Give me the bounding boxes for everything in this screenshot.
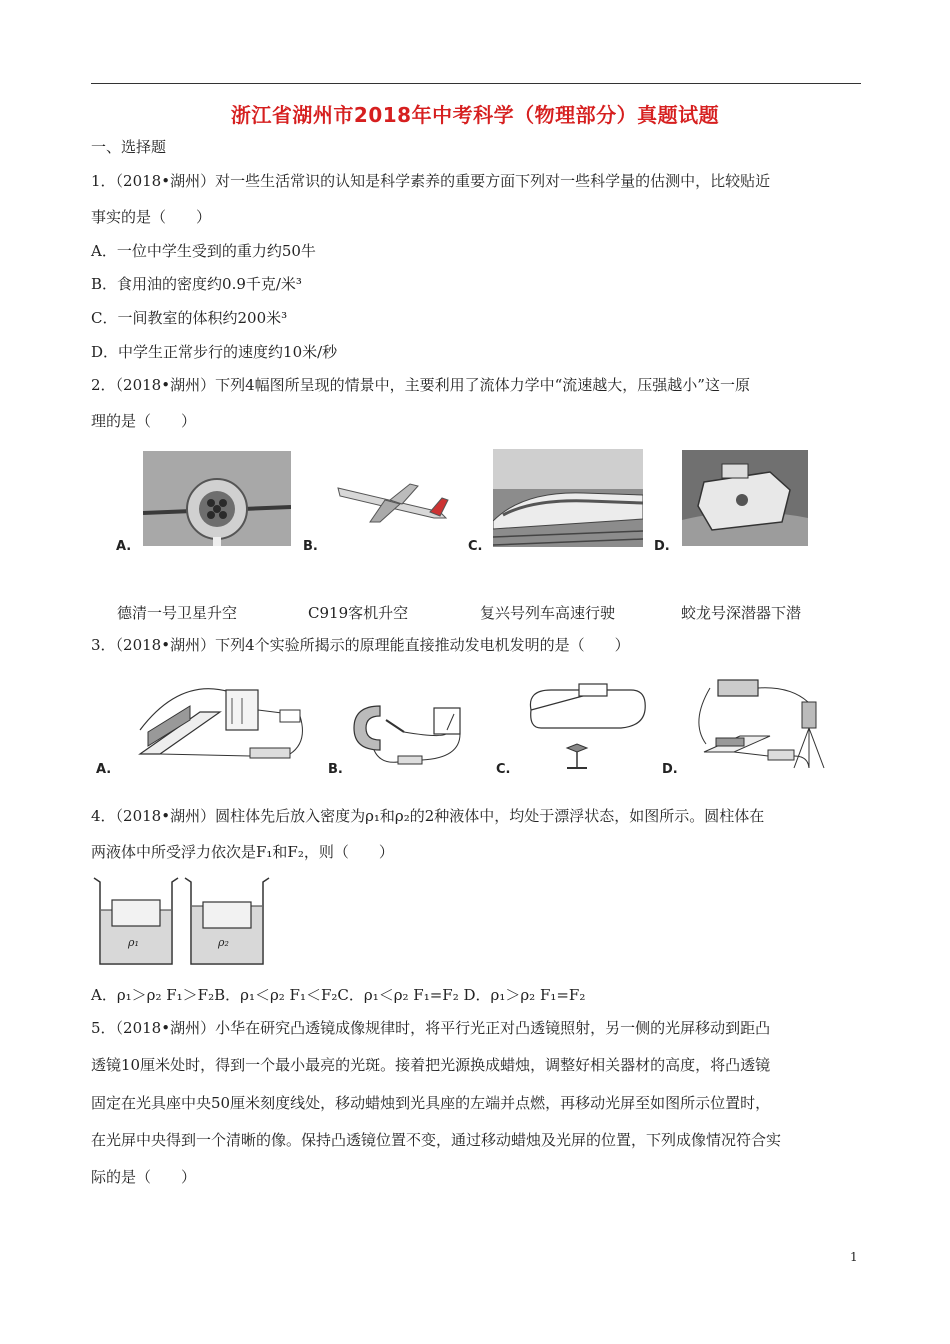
experiment-d-diagram: [690, 672, 840, 772]
experiment-b-diagram: [350, 698, 470, 768]
q5-line-4: 在光屏中央得到一个清晰的像。保持凸透镜位置不变，通过移动蜡烛及光屏的位置，下列成像情况符合实: [91, 1131, 782, 1149]
q3-letter-a: A.: [96, 762, 112, 777]
q2-letter-b: B.: [303, 539, 318, 554]
q4-line-1: 4．（2018•湖州）圆柱体先后放入密度为ρ₁和ρ₂的2种液体中，均处于漂浮状态，如图所示。圆柱体在: [91, 807, 765, 825]
beaker-1-label: ρ₁: [128, 936, 139, 949]
airplane-photo: [330, 470, 455, 530]
q5-line-2: 透镜10厘米处时，得到一个最小最亮的光斑。接着把光源换成蜡烛，调整好相关器材的高度，将凸透镜: [91, 1056, 771, 1074]
q3-letter-c: C.: [496, 762, 511, 777]
q1-option-a: A．一位中学生受到的重力约50牛: [91, 242, 316, 260]
q2-letter-d: D.: [654, 539, 670, 554]
experiment-c-diagram: [521, 680, 651, 770]
q2-letter-a: A.: [116, 539, 132, 554]
q1-line-1: 1．（2018•湖州）对一些生活常识的认知是科学素养的重要方面下列对一些科学量的估测中，比较贴近: [91, 172, 771, 190]
header-rule: [91, 83, 861, 84]
page-title: 浙江省湖州市2018年中考科学（物理部分）真题试题: [230, 103, 720, 127]
q2-caption-c: 复兴号列车高速行驶: [480, 604, 616, 622]
q4-line-2: 两液体中所受浮力依次是F₁和F₂，则（ ）: [91, 843, 394, 861]
q5-line-3: 固定在光具座中央50厘米刻度线处，移动蜡烛到光具座的左端并点燃，再移动光屏至如图所示位置时，: [91, 1094, 771, 1112]
q2-line-1: 2．（2018•湖州）下列4幅图所呈现的情景中，主要利用了流体力学中“流速越大，压强越小”这一原: [91, 376, 750, 394]
q3-letter-d: D.: [662, 762, 678, 777]
submersible-photo: [682, 450, 808, 546]
q1-line-2: 事实的是（ ）: [91, 208, 212, 226]
q2-caption-d: 蛟龙号深潜器下潜: [681, 604, 802, 622]
q1-option-b: B．食用油的密度约0.9千克/米³: [91, 275, 302, 293]
q1-option-d: D．中学生正常步行的速度约10米/秒: [91, 343, 338, 361]
q2-caption-b: C919客机升空: [308, 604, 409, 622]
beaker-1-diagram: [92, 876, 182, 968]
q4-options: A．ρ₁＞ρ₂ F₁＞F₂B．ρ₁＜ρ₂ F₁＜F₂C．ρ₁＜ρ₂ F₁=F₂ D．ρ₁＞ρ₂ F₁=F₂: [91, 986, 586, 1004]
q5-line-1: 5．（2018•湖州）小华在研究凸透镜成像规律时，将平行光正对凸透镜照射，另一侧的光屏移动到距凸: [91, 1019, 771, 1037]
q2-line-2: 理的是（ ）: [91, 412, 197, 430]
experiment-a-diagram: [120, 672, 310, 772]
satellite-photo: [143, 451, 291, 546]
page-number: 1: [850, 1250, 858, 1264]
q5-line-5: 际的是（ ）: [91, 1168, 197, 1186]
q3-letter-b: B.: [328, 762, 343, 777]
train-photo: [493, 449, 643, 547]
q2-letter-c: C.: [468, 539, 483, 554]
beaker-2-diagram: [183, 876, 273, 968]
beaker-2-label: ρ₂: [218, 936, 229, 949]
q2-caption-a: 德清一号卫星升空: [117, 604, 238, 622]
q1-option-c: C．一间教室的体积约200米³: [91, 309, 288, 327]
section-label: 一、选择题: [91, 138, 167, 156]
q3-line-1: 3．（2018•湖州）下列4个实验所揭示的原理能直接推动发电机发明的是（ ）: [91, 636, 630, 654]
